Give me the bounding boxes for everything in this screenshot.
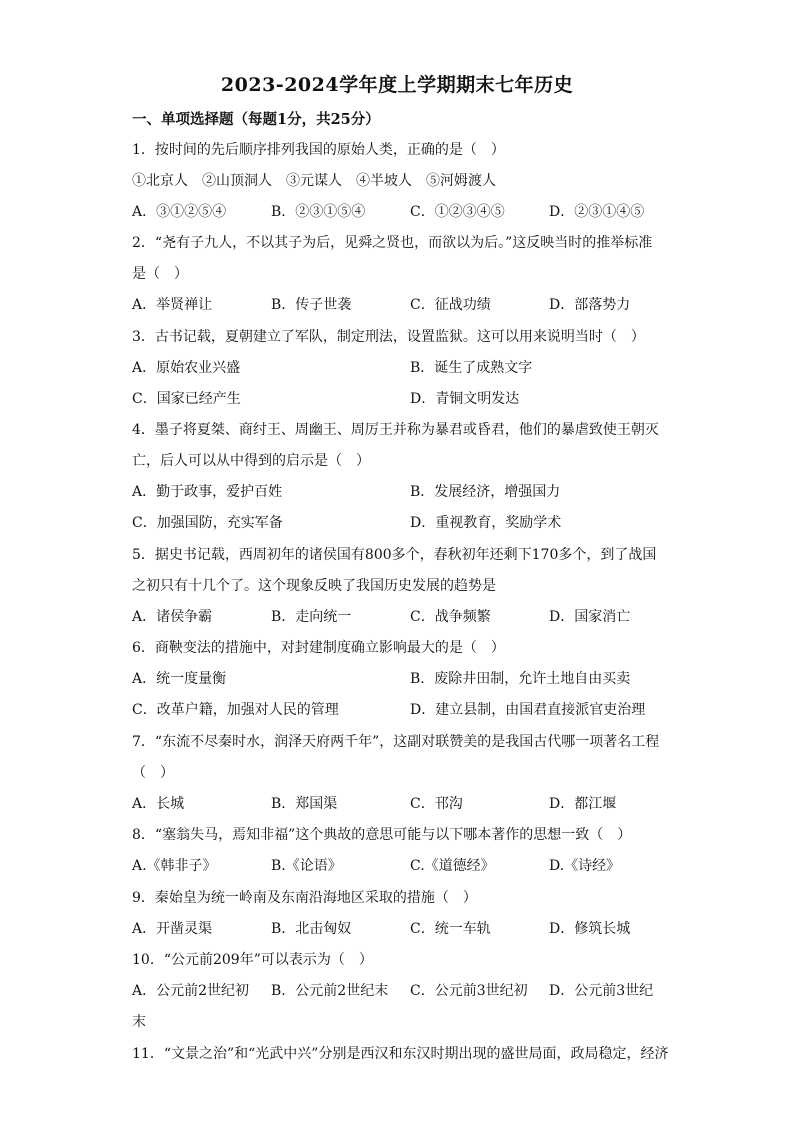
q2-option-c[interactable]: C．征战功绩 xyxy=(410,297,491,313)
q9-option-b[interactable]: B．北击匈奴 xyxy=(271,921,352,937)
q10-option-a[interactable]: A．公元前2世纪初 xyxy=(132,983,250,999)
question-7-stem-cont: （ ） xyxy=(132,765,174,781)
question-5-stem: 5．据史书记载，西周初年的诸侯国有800多个，春秋初年还剩下170多个，到了战国 xyxy=(132,547,657,563)
q5-option-b[interactable]: B．走向统一 xyxy=(271,609,352,625)
q2-option-b[interactable]: B．传子世袭 xyxy=(271,297,352,313)
q1-option-d[interactable]: D．②③①④⑤ xyxy=(549,204,645,220)
q10-option-d[interactable]: D．公元前3世纪 xyxy=(549,983,654,999)
question-10-stem: 10．“公元前209年”可以表示为（ ） xyxy=(132,952,373,968)
q6-option-a[interactable]: A．统一度量衡 xyxy=(132,671,227,687)
exam-title: 2023-2024学年度上学期期末七年历史 xyxy=(220,74,574,96)
q3-option-b[interactable]: B．诞生了成熟文字 xyxy=(410,360,533,376)
q8-option-b[interactable]: B.《论语》 xyxy=(271,858,342,874)
question-9-stem: 9．秦始皇为统一岭南及东南沿海地区采取的措施（ ） xyxy=(132,890,477,906)
q5-option-d[interactable]: D．国家消亡 xyxy=(549,609,631,625)
q4-option-b[interactable]: B．发展经济，增强国力 xyxy=(410,484,561,500)
question-2-stem-cont: 是（ ） xyxy=(132,266,188,282)
question-11-stem: 11．“文景之治”和“光武中兴”分别是西汉和东汉时期出现的盛世局面，政局稳定，经济 xyxy=(132,1046,669,1062)
q3-option-c[interactable]: C．国家已经产生 xyxy=(132,391,241,407)
q1-option-c[interactable]: C．①②③④⑤ xyxy=(410,204,505,220)
section-heading: 一、单项选择题（每题1分，共25分） xyxy=(132,111,380,128)
question-6-stem: 6．商鞅变法的措施中，对封建制度确立影响最大的是（ ） xyxy=(132,640,505,656)
q9-option-d[interactable]: D．修筑长城 xyxy=(549,921,631,937)
q8-option-d[interactable]: D.《诗经》 xyxy=(549,858,621,874)
q3-option-d[interactable]: D．青铜文明发达 xyxy=(410,391,520,407)
q4-option-d[interactable]: D．重视教育，奖励学术 xyxy=(410,515,562,531)
q2-option-d[interactable]: D．部落势力 xyxy=(549,297,631,313)
q3-option-a[interactable]: A．原始农业兴盛 xyxy=(132,360,241,376)
q8-option-c[interactable]: C.《道德经》 xyxy=(410,858,495,874)
question-2-stem: 2．“尧有子九人，不以其子为后，见舜之贤也，而欲以为后。”这反映当时的推举标准 xyxy=(132,235,653,251)
question-1-stem: 1．按时间的先后顺序排列我国的原始人类，正确的是（ ） xyxy=(132,142,505,158)
q9-option-c[interactable]: C．统一车轨 xyxy=(410,921,491,937)
question-4-stem: 4．墨子将夏桀、商纣王、周幽王、周厉王并称为暴君或昏君，他们的暴虐致使王朝灭 xyxy=(132,422,659,438)
q6-option-c[interactable]: C．改革户籍，加强对人民的管理 xyxy=(132,702,339,718)
question-7-stem: 7．“东流不尽秦时水，润泽天府两千年”，这副对联赞美的是我国古代哪一项著名工程 xyxy=(132,734,660,750)
q6-option-d[interactable]: D．建立县制，由国君直接派官吏治理 xyxy=(410,702,646,718)
q2-option-a[interactable]: A．举贤禅让 xyxy=(132,297,213,313)
q1-option-a[interactable]: A．③①②⑤④ xyxy=(132,204,227,220)
question-3-stem: 3．古书记载，夏朝建立了军队，制定刑法，设置监狱。这可以用来说明当时（ ） xyxy=(132,329,645,345)
q10-option-d-cont: 末 xyxy=(132,1014,146,1030)
q10-option-b[interactable]: B．公元前2世纪末 xyxy=(271,983,389,999)
question-5-stem-cont: 之初只有十几个了。这个现象反映了我国历史发展的趋势是 xyxy=(132,578,496,594)
q8-option-a[interactable]: A.《韩非子》 xyxy=(132,858,217,874)
q4-option-a[interactable]: A．勤于政事，爱护百姓 xyxy=(132,484,283,500)
q7-option-a[interactable]: A．长城 xyxy=(132,796,185,812)
q7-option-c[interactable]: C．邗沟 xyxy=(410,796,463,812)
q5-option-a[interactable]: A．诸侯争霸 xyxy=(132,609,213,625)
q9-option-a[interactable]: A．开凿灵渠 xyxy=(132,921,213,937)
q6-option-b[interactable]: B．废除井田制，允许土地自由买卖 xyxy=(410,671,631,687)
question-1-items: ①北京人 ②山顶洞人 ③元谋人 ④半坡人 ⑤河姆渡人 xyxy=(132,173,496,189)
q1-option-b[interactable]: B．②③①⑤④ xyxy=(271,204,366,220)
q4-option-c[interactable]: C．加强国防，充实军备 xyxy=(132,515,283,531)
q7-option-b[interactable]: B．郑国渠 xyxy=(271,796,338,812)
q10-option-c[interactable]: C．公元前3世纪初 xyxy=(410,983,528,999)
q5-option-c[interactable]: C．战争频繁 xyxy=(410,609,491,625)
question-8-stem: 8．“塞翁失马，焉知非福”这个典故的意思可能与以下哪本著作的思想一致（ ） xyxy=(132,827,632,843)
q7-option-d[interactable]: D．都江堰 xyxy=(549,796,617,812)
question-4-stem-cont: 亡，后人可以从中得到的启示是（ ） xyxy=(132,453,370,469)
